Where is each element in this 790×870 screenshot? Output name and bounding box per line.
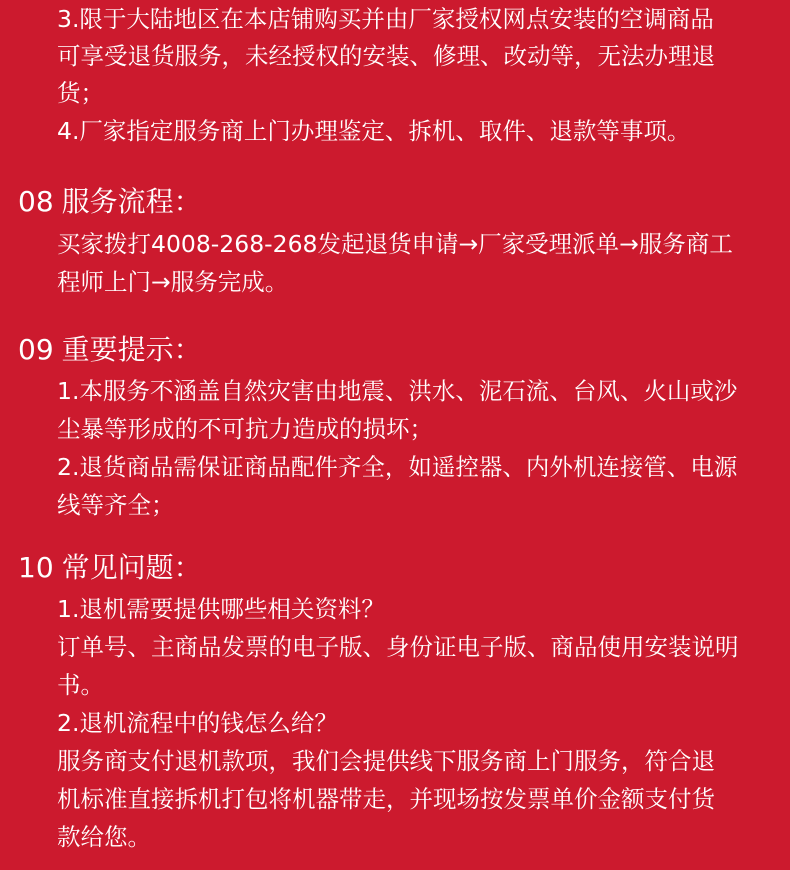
section-title: 服务流程：	[61, 185, 202, 218]
policy-item-line: 可享受退货服务，未经授权的安装、修理、改动等，无法办理退	[57, 42, 715, 70]
section-text-line: 买家拨打4008-268-268发起退货申请→厂家受理派单→服务商工	[57, 230, 733, 258]
section-number: 08	[18, 185, 54, 218]
section-number: 09	[18, 333, 54, 366]
policy-item-line: 4.厂家指定服务商上门办理鉴定、拆机、取件、退款等事项。	[57, 117, 691, 145]
faq-answer-line: 款给您。	[57, 823, 151, 851]
section-text-line: 1.本服务不涵盖自然灾害由地震、洪水、泥石流、台风、火山或沙	[57, 377, 738, 405]
faq-answer-line: 服务商支付退机款项，我们会提供线下服务商上门服务，符合退	[57, 747, 715, 775]
faq-answer-line: 书。	[57, 671, 104, 699]
faq-question-line: 1.退机需要提供哪些相关资料？	[57, 595, 385, 623]
section-title: 常见问题：	[61, 551, 202, 584]
section-heading-important-notes	[18, 330, 202, 370]
section-heading-faq	[18, 548, 202, 588]
faq-question-line: 2.退机流程中的钱怎么给？	[57, 709, 338, 737]
section-text-line: 程师上门→服务完成。	[57, 268, 289, 296]
section-text-line: 线等齐全；	[57, 491, 175, 519]
section-text-line: 尘暴等形成的不可抗力造成的损坏；	[57, 415, 433, 443]
faq-answer-line: 订单号、主商品发票的电子版、身份证电子版、商品使用安装说明	[57, 633, 739, 661]
section-number: 10	[18, 551, 54, 584]
section-text-line: 2.退货商品需保证商品配件齐全，如遥控器、内外机连接管、电源	[57, 453, 738, 481]
faq-answer-line: 机标准直接拆机打包将机器带走，并现场按发票单价金额支付货	[57, 785, 715, 813]
section-title: 重要提示：	[61, 333, 202, 366]
section-heading-service-process	[18, 182, 202, 222]
policy-item-line: 货；	[57, 79, 104, 107]
policy-item-line: 3.限于大陆地区在本店铺购买并由厂家授权网点安装的空调商品	[57, 5, 714, 33]
